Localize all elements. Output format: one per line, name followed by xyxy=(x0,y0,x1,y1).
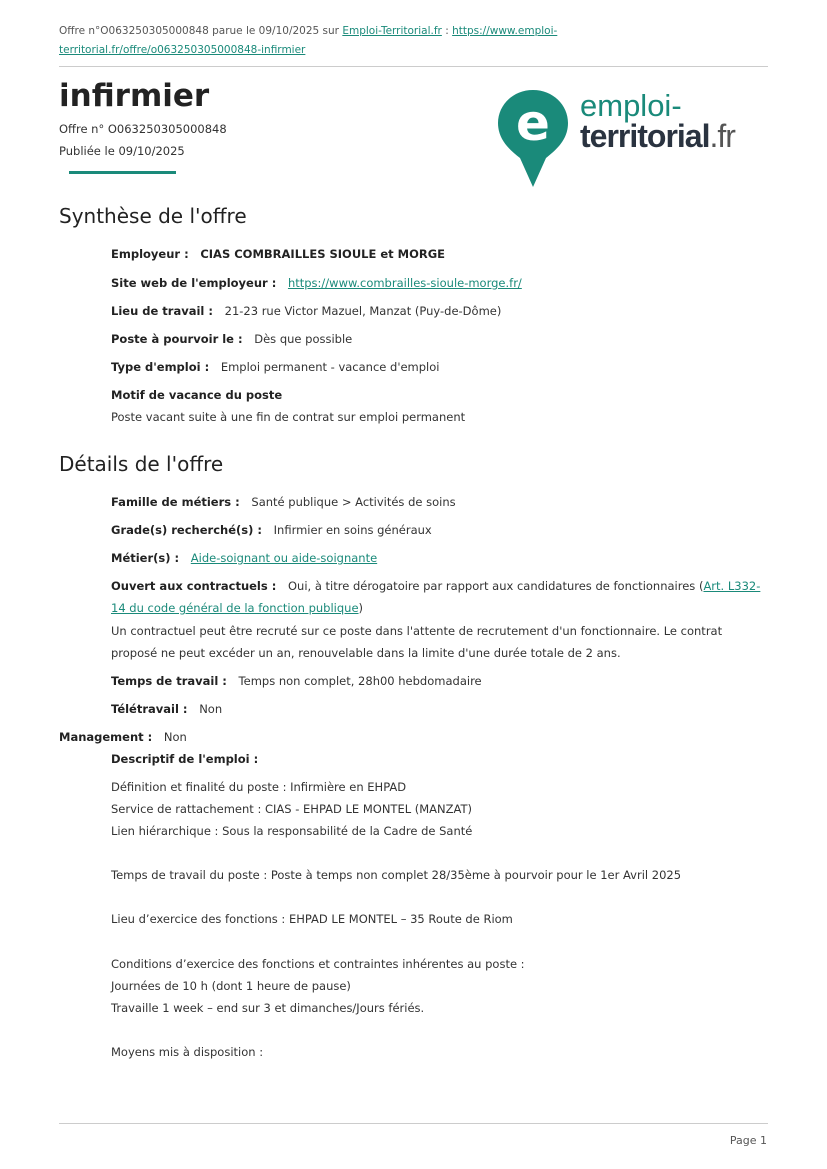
offer-url-link[interactable]: https://www.emploi- xyxy=(452,25,558,37)
remote-row: Télétravail : Non xyxy=(111,702,223,716)
desc-line: Conditions d’exercice des fonctions et contraintes inhérentes au poste : xyxy=(111,957,525,971)
motive-label: Motif de vacance du poste xyxy=(111,388,283,402)
section-heading-details: Détails de l'offre xyxy=(59,452,224,476)
grade-row: Grade(s) recherché(s) : Infirmier en soins généraux xyxy=(111,523,432,537)
contract-note: Un contractuel peut être recruté sur ce poste dans l'attente de recrutement d'un fonctionnaire. Le contrat xyxy=(111,624,723,638)
contract-row: Ouvert aux contractuels : Oui, à titre dérogatoire par rapport aux candidatures de fonctionnaires (Art. L332- xyxy=(111,579,761,593)
separator: : xyxy=(445,25,449,37)
article-link[interactable]: Art. L332- xyxy=(703,579,761,593)
desc-line: Temps de travail du poste : Poste à temps non complet 28/35ème à pourvoir pour le 1er Avril 2025 xyxy=(111,868,682,882)
site-link[interactable]: Emploi-Territorial.fr xyxy=(342,25,442,37)
family-row: Famille de métiers : Santé publique > Activités de soins xyxy=(111,495,456,509)
contract-note-cont: proposé ne peut excéder un an, renouvelable dans la limite d'une durée totale de 2 ans. xyxy=(111,646,621,660)
desc-line: Travaille 1 week – end sur 3 et dimanches/Jours fériés. xyxy=(111,1001,425,1015)
desc-line: Définition et finalité du poste : Infirmière en EHPAD xyxy=(111,780,407,794)
source-line xyxy=(59,25,557,37)
emploi-territorial-logo xyxy=(498,88,735,192)
logo-text-emploi: emploi- xyxy=(580,88,682,123)
location-pin-icon xyxy=(498,88,568,188)
divider xyxy=(59,66,768,67)
article-link-cont[interactable]: 14 du code général de la fonction publique xyxy=(111,601,359,615)
motive-text: Poste vacant suite à une fin de contrat sur emploi permanent xyxy=(111,410,466,424)
desc-line: Moyens mis à disposition : xyxy=(111,1045,264,1059)
job-row: Métier(s) : Aide-soignant ou aide-soignante xyxy=(111,551,378,565)
desc-line: Lieu d’exercice des fonctions : EHPAD LE MONTEL – 35 Route de Riom xyxy=(111,912,513,926)
source-intro: Offre n°O063250305000848 parue le 09/10/2025 sur xyxy=(59,25,339,37)
desc-line: Lien hiérarchique : Sous la responsabilité de la Cadre de Santé xyxy=(111,824,473,838)
employer-row: Employeur : CIAS COMBRAILLES SIOULE et MORGE xyxy=(111,247,446,261)
published-date: Publiée le 09/10/2025 xyxy=(59,144,185,158)
start-row: Poste à pourvoir le : Dès que possible xyxy=(111,332,353,346)
website-row: Site web de l'employeur : https://www.combrailles-sioule-morge.fr/ xyxy=(111,276,522,290)
desc-label: Descriptif de l'emploi : xyxy=(111,752,259,766)
page-number: Page 1 xyxy=(729,1134,767,1147)
offer-url-link-cont[interactable]: territorial.fr/offre/o063250305000848-infirmier xyxy=(59,44,306,56)
location-row: Lieu de travail : 21-23 rue Victor Mazuel, Manzat (Puy-de-Dôme) xyxy=(111,304,502,318)
section-heading-synthese: Synthèse de l'offre xyxy=(59,204,247,228)
accent-bar xyxy=(69,171,176,174)
page-title: infirmier xyxy=(59,78,210,114)
job-link[interactable]: Aide-soignant ou aide-soignante xyxy=(190,551,378,565)
desc-line: Service de rattachement : CIAS - EHPAD LE MONTEL (MANZAT) xyxy=(111,802,473,816)
svg-text:e: e xyxy=(516,94,550,152)
contract-row-cont: 14 du code général de la fonction publique) xyxy=(111,601,364,615)
logo-text-territorial: territorial.fr xyxy=(580,118,735,154)
footer-divider xyxy=(59,1123,768,1124)
offer-number: Offre n° O063250305000848 xyxy=(59,122,227,136)
management-row: Management : Non xyxy=(59,730,187,744)
employer-website-link[interactable]: https://www.combrailles-sioule-morge.fr/ xyxy=(287,276,522,290)
time-row: Temps de travail : Temps non complet, 28h00 hebdomadaire xyxy=(111,674,482,688)
type-row: Type d'emploi : Emploi permanent - vacance d'emploi xyxy=(111,360,440,374)
desc-line: Journées de 10 h (dont 1 heure de pause) xyxy=(111,979,351,993)
